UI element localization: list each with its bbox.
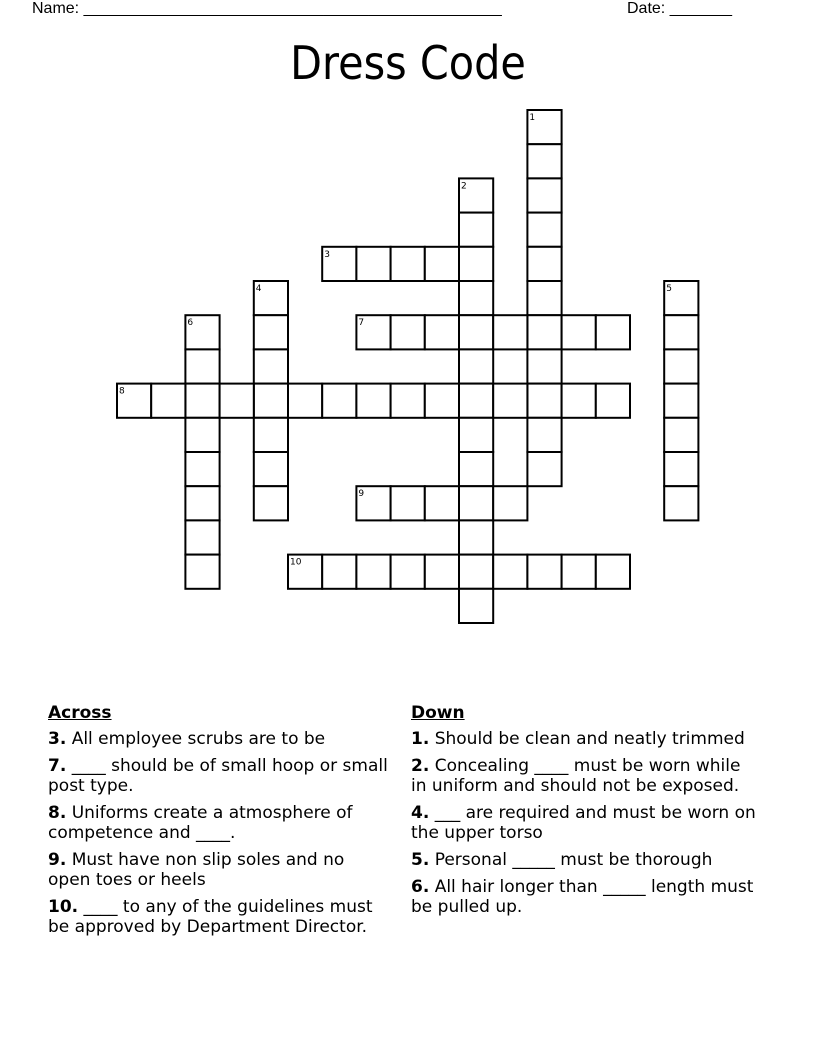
grid-cell[interactable] [425,486,459,520]
page-title: Dress Code [290,36,526,90]
clue-across-3 [48,729,388,749]
grid-cell[interactable] [527,144,561,178]
grid-cell[interactable] [493,384,527,418]
grid-cell[interactable] [185,384,219,418]
grid-cell[interactable] [254,384,288,418]
grid-cell[interactable] [459,555,493,589]
grid-cell[interactable] [254,315,288,349]
grid-cell[interactable] [493,315,527,349]
grid-cell[interactable] [185,486,219,520]
grid-cell[interactable] [459,349,493,383]
clue-down-4 [411,803,756,843]
clue-across-10 [48,897,388,937]
grid-cell[interactable] [185,452,219,486]
grid-cell[interactable] [425,555,459,589]
grid-cell[interactable] [459,486,493,520]
grid-cell[interactable] [527,555,561,589]
grid-cell[interactable] [527,213,561,247]
clue-text: Concealing ____ must be worn while in uniform and should not be exposed. [411,756,741,796]
clue-down-2 [411,756,756,796]
grid-cell[interactable] [391,247,425,281]
across-clues [48,703,388,944]
clue-number: 1. [411,729,430,749]
grid-cell[interactable] [151,384,185,418]
clue-text: All employee scrubs are to be [71,729,326,749]
grid-cell[interactable] [356,247,390,281]
clue-down-1 [411,729,756,749]
grid-cell[interactable] [459,247,493,281]
grid-cell[interactable] [527,315,561,349]
clue-text: ___ are required and must be worn on the upper torso [411,803,756,843]
clue-text: Uniforms create a atmosphere of competence and ____. [48,803,353,843]
clue-number: 10. [48,897,79,917]
clue-text: All hair longer than _____ length must be pulled up. [411,877,754,917]
grid-cell[interactable] [425,384,459,418]
grid-cell[interactable] [459,452,493,486]
grid-cell[interactable] [493,486,527,520]
clue-across-7 [48,756,388,796]
clue-text: ____ should be of small hoop or small post type. [48,756,388,796]
clue-text: ____ to any of the guidelines must be approved by Department Director. [48,897,373,937]
grid-cell[interactable] [493,555,527,589]
grid-cell[interactable] [391,315,425,349]
clue-number: 3. [48,729,67,749]
grid-cell[interactable] [425,247,459,281]
grid-cell[interactable] [288,384,322,418]
cell-number: 6 [187,318,194,329]
grid-cell[interactable] [664,418,698,452]
grid-cell[interactable] [562,315,596,349]
clue-text: Must have non slip soles and no open toes or heels [48,850,345,890]
grid-cell[interactable] [596,384,630,418]
grid-cell[interactable] [664,384,698,418]
cell-number: 8 [119,386,125,397]
grid-cell[interactable] [185,555,219,589]
clue-number: 2. [411,756,430,776]
grid-cell[interactable] [459,418,493,452]
down-heading: Down [411,703,465,723]
grid-cell[interactable] [185,520,219,554]
grid-cell[interactable] [459,315,493,349]
cell-number: 1 [529,113,536,123]
cell-number: 10 [290,557,302,568]
grid-cell[interactable] [527,178,561,212]
grid-cell[interactable] [254,418,288,452]
grid-cell[interactable] [391,555,425,589]
grid-cell[interactable] [459,281,493,315]
clue-text: Personal _____ must be thorough [434,850,713,870]
grid-cell[interactable] [664,349,698,383]
grid-cell[interactable] [459,589,493,623]
cell-number: 5 [666,284,672,294]
clue-number: 5. [411,850,430,870]
grid-cell[interactable] [459,213,493,247]
grid-cell[interactable] [254,349,288,383]
grid-cell[interactable] [664,315,698,349]
clue-number: 4. [411,803,430,823]
clue-number: 8. [48,803,67,823]
grid-cell[interactable] [527,418,561,452]
grid-cell[interactable] [527,349,561,383]
grid-cell[interactable] [356,384,390,418]
grid-cell[interactable] [425,315,459,349]
grid-cell[interactable] [459,384,493,418]
grid-cell[interactable] [527,452,561,486]
grid-cell[interactable] [596,555,630,589]
grid-cell[interactable] [527,281,561,315]
clue-down-6 [411,877,756,917]
clue-number: 6. [411,877,430,897]
across-heading: Across [48,703,112,723]
clue-across-8 [48,803,388,843]
clue-down-5 [411,850,756,870]
grid-cell[interactable] [254,452,288,486]
grid-cell[interactable] [596,315,630,349]
grid-cell[interactable] [459,520,493,554]
clue-number: 7. [48,756,67,776]
grid-cell[interactable] [322,384,356,418]
grid-cell[interactable] [527,247,561,281]
grid-cell[interactable] [322,555,356,589]
grid-cell[interactable] [254,486,288,520]
cell-number: 2 [461,181,467,192]
cell-number: 3 [324,249,330,260]
grid-cell[interactable] [664,452,698,486]
cell-number: 9 [358,489,365,500]
clue-across-9 [48,850,388,890]
clue-number: 9. [48,850,67,870]
grid-cell[interactable] [527,384,561,418]
name-field[interactable]: Name: _______________________________________________ [32,0,502,17]
grid-cell[interactable] [562,555,596,589]
grid-cell[interactable] [185,349,219,383]
grid-cell[interactable] [664,486,698,520]
date-field[interactable]: Date: _______ [627,0,732,17]
grid-cell[interactable] [562,384,596,418]
cell-number: 4 [255,284,262,294]
cell-number: 7 [358,318,365,329]
grid-cell[interactable] [391,486,425,520]
grid-cell[interactable] [356,555,390,589]
clue-text: Should be clean and neatly trimmed [434,729,745,749]
grid-cell[interactable] [220,384,254,418]
grid-cell[interactable] [391,384,425,418]
grid-cell[interactable] [185,418,219,452]
down-clues [411,703,756,924]
